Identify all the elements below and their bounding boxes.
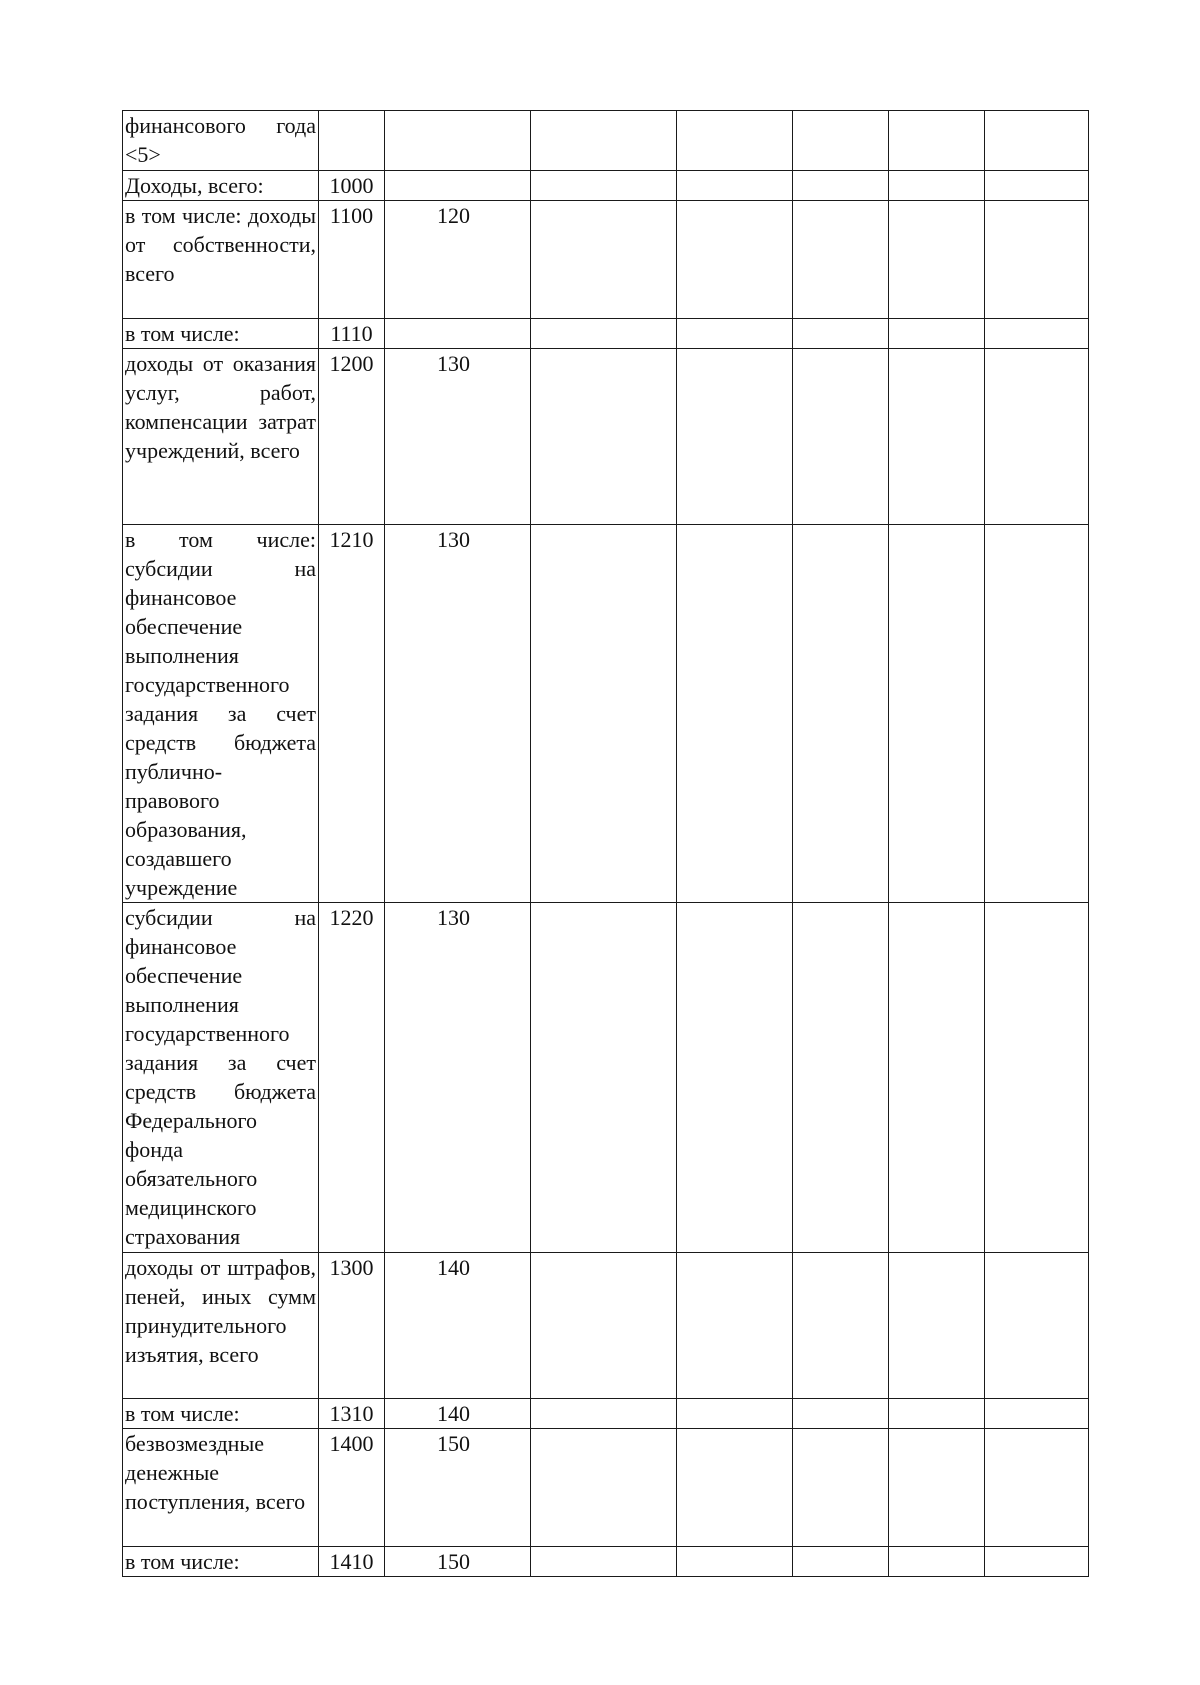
empty-cell	[793, 1253, 889, 1399]
empty-cell	[793, 1399, 889, 1429]
row-kosgu-cell: 130	[385, 349, 531, 525]
row-name-cell: в том числе: доходы от собственности, всего	[123, 201, 319, 319]
empty-cell	[985, 1429, 1089, 1547]
empty-cell	[793, 111, 889, 171]
table-row	[123, 1253, 1089, 1399]
row-name-cell: Доходы, всего:	[123, 171, 319, 201]
empty-cell	[985, 1399, 1089, 1429]
row-kosgu-cell: 130	[385, 525, 531, 903]
table-row	[123, 111, 1089, 171]
empty-cell	[889, 319, 985, 349]
row-kosgu-cell: 120	[385, 201, 531, 319]
empty-cell	[985, 1547, 1089, 1577]
empty-cell	[531, 525, 677, 903]
row-code-cell: 1110	[319, 319, 385, 349]
row-name-cell: в том числе:	[123, 319, 319, 349]
empty-cell	[889, 349, 985, 525]
empty-cell	[677, 1399, 793, 1429]
empty-cell	[793, 319, 889, 349]
empty-cell	[531, 171, 677, 201]
empty-cell	[985, 111, 1089, 171]
empty-cell	[531, 319, 677, 349]
table-row	[123, 1399, 1089, 1429]
empty-cell	[985, 1253, 1089, 1399]
row-code-cell: 1210	[319, 525, 385, 903]
empty-cell	[985, 319, 1089, 349]
row-code-cell: 1300	[319, 1253, 385, 1399]
row-code-cell: 1220	[319, 903, 385, 1253]
empty-cell	[531, 1547, 677, 1577]
empty-cell	[677, 319, 793, 349]
row-kosgu-cell: 140	[385, 1253, 531, 1399]
row-code-cell: 1400	[319, 1429, 385, 1547]
row-kosgu-cell: 140	[385, 1399, 531, 1429]
row-name-cell: в том числе:	[123, 1399, 319, 1429]
empty-cell	[677, 1429, 793, 1547]
table-row	[123, 171, 1089, 201]
empty-cell	[889, 1429, 985, 1547]
table-row	[123, 1547, 1089, 1577]
table-row	[123, 903, 1089, 1253]
empty-cell	[677, 111, 793, 171]
row-kosgu-cell: 150	[385, 1547, 531, 1577]
empty-cell	[531, 201, 677, 319]
empty-cell	[985, 171, 1089, 201]
row-name-cell: финансового года <5>	[123, 111, 319, 171]
empty-cell	[889, 525, 985, 903]
empty-cell	[531, 349, 677, 525]
empty-cell	[677, 201, 793, 319]
empty-cell	[889, 1399, 985, 1429]
empty-cell	[793, 349, 889, 525]
empty-cell	[985, 903, 1089, 1253]
empty-cell	[793, 201, 889, 319]
row-code-cell	[319, 111, 385, 171]
empty-cell	[793, 1429, 889, 1547]
table-row	[123, 201, 1089, 319]
row-kosgu-cell: 130	[385, 903, 531, 1253]
empty-cell	[531, 1253, 677, 1399]
empty-cell	[889, 171, 985, 201]
table-row	[123, 525, 1089, 903]
row-code-cell: 1310	[319, 1399, 385, 1429]
empty-cell	[677, 171, 793, 201]
row-name-cell: субсидии на финансовое обеспечение выполнения государственного задания за счет средств бюджета Федерального фонда обязательного медицинского страхования	[123, 903, 319, 1253]
row-name-cell: доходы от оказания услуг, работ, компенсации затрат учреждений, всего	[123, 349, 319, 525]
row-code-cell: 1000	[319, 171, 385, 201]
empty-cell	[677, 349, 793, 525]
empty-cell	[985, 201, 1089, 319]
table-row	[123, 1429, 1089, 1547]
row-code-cell: 1100	[319, 201, 385, 319]
empty-cell	[889, 201, 985, 319]
row-name-cell: доходы от штрафов, пеней, иных сумм принудительного изъятия, всего	[123, 1253, 319, 1399]
empty-cell	[889, 111, 985, 171]
empty-cell	[793, 171, 889, 201]
table-row	[123, 319, 1089, 349]
row-kosgu-cell	[385, 171, 531, 201]
empty-cell	[889, 1253, 985, 1399]
table-row	[123, 349, 1089, 525]
row-code-cell: 1410	[319, 1547, 385, 1577]
empty-cell	[677, 1547, 793, 1577]
empty-cell	[677, 525, 793, 903]
empty-cell	[889, 1547, 985, 1577]
table-body	[123, 111, 1089, 1577]
empty-cell	[985, 349, 1089, 525]
financial-plan-table	[122, 110, 1089, 1577]
empty-cell	[677, 1253, 793, 1399]
row-name-cell: в том числе:	[123, 1547, 319, 1577]
empty-cell	[793, 525, 889, 903]
empty-cell	[793, 1547, 889, 1577]
row-kosgu-cell	[385, 111, 531, 171]
row-name-cell: безвозмездные денежные поступления, всего	[123, 1429, 319, 1547]
empty-cell	[531, 111, 677, 171]
row-kosgu-cell: 150	[385, 1429, 531, 1547]
empty-cell	[531, 903, 677, 1253]
row-code-cell: 1200	[319, 349, 385, 525]
empty-cell	[531, 1399, 677, 1429]
empty-cell	[677, 903, 793, 1253]
empty-cell	[889, 903, 985, 1253]
row-name-cell: в том числе: субсидии на финансовое обеспечение выполнения государственного задания за счет средств бюджета публично-правового образования, создавшего учреждение	[123, 525, 319, 903]
empty-cell	[793, 903, 889, 1253]
empty-cell	[985, 525, 1089, 903]
row-kosgu-cell	[385, 319, 531, 349]
empty-cell	[531, 1429, 677, 1547]
